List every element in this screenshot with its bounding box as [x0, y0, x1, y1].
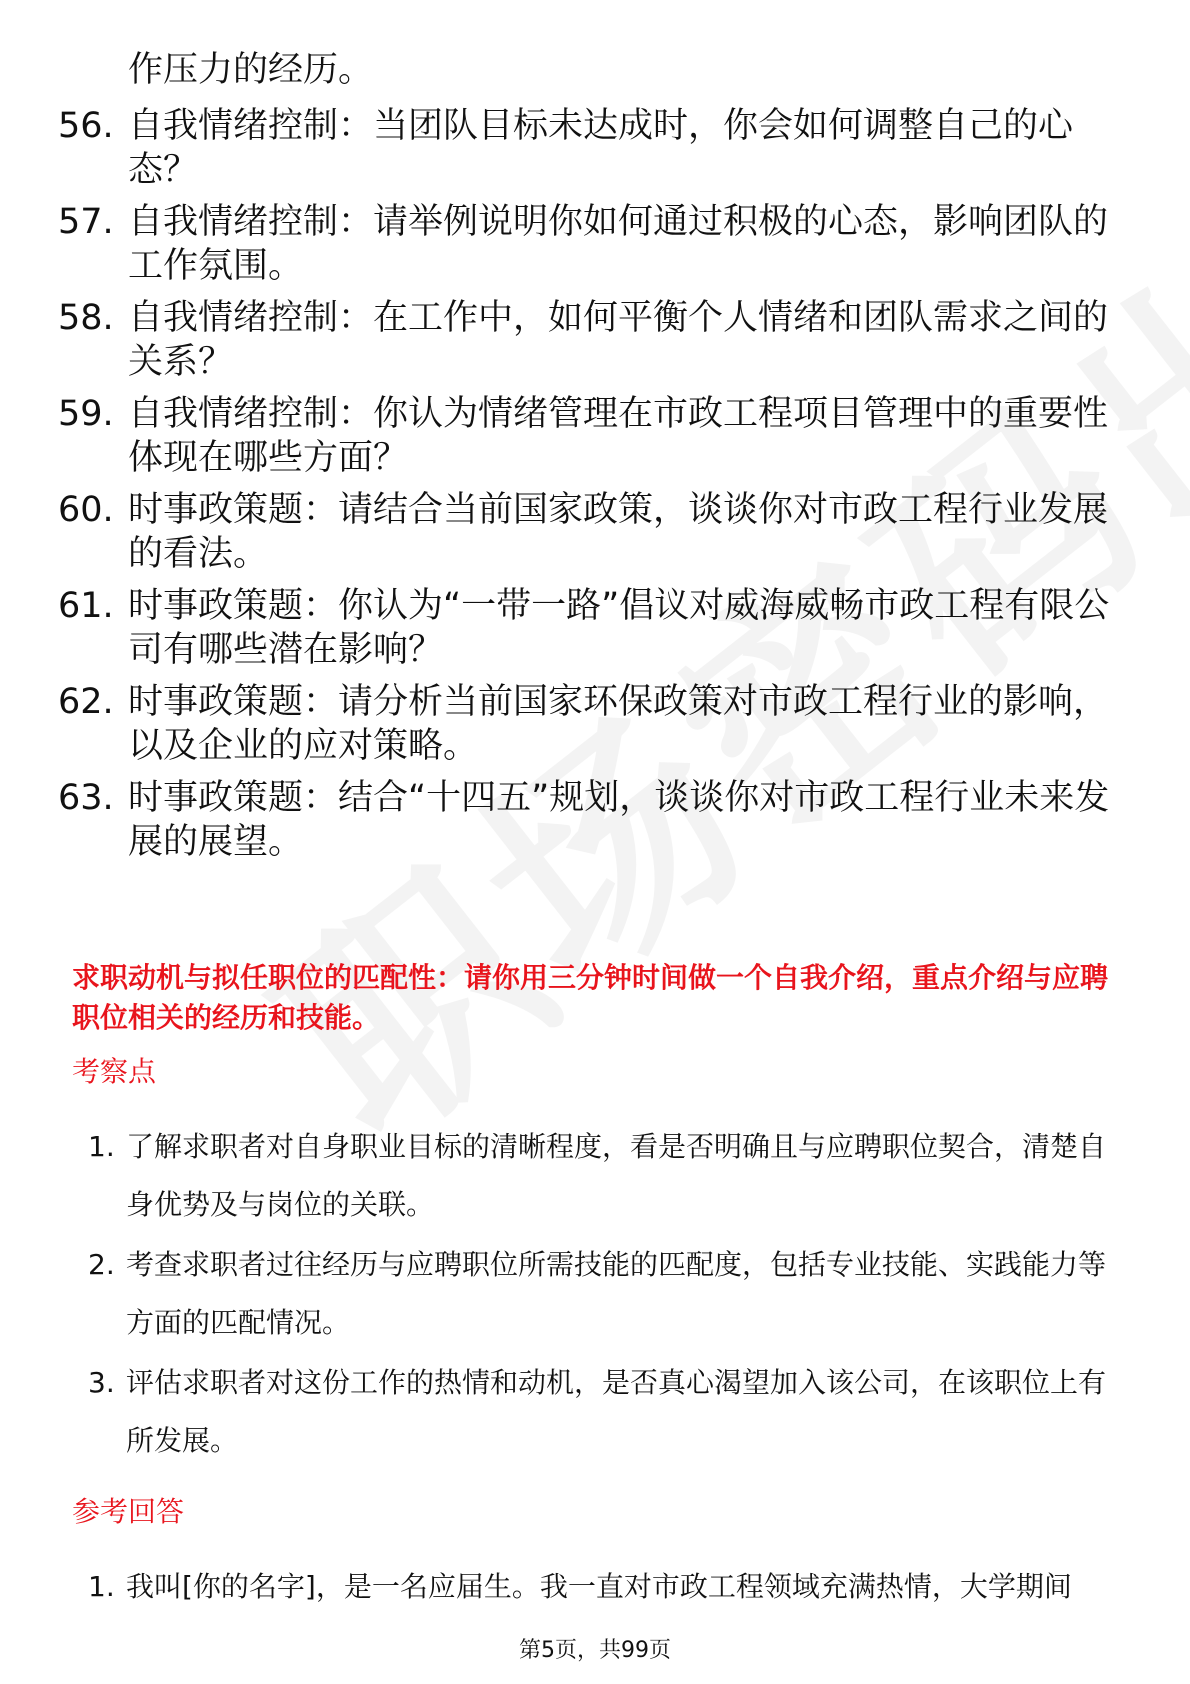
question-text: 自我情绪控制：当团队目标未达成时，你会如何调整自己的心态？	[128, 106, 1074, 190]
question-number: 60.	[58, 490, 114, 530]
question-number: 58.	[58, 298, 114, 338]
question-item	[58, 584, 1118, 672]
question-number: 56.	[58, 106, 114, 146]
list-text: 评估求职者对这份工作的热情和动机，是否真心渴望加入该公司，在该职位上有所发展。	[126, 1366, 1107, 1457]
question-item	[58, 680, 1118, 768]
question-text: 时事政策题：请分析当前国家环保政策对市政工程行业的影响，以及企业的应对策略。	[128, 682, 1109, 766]
reference-heading: 参考回答	[72, 1495, 185, 1528]
question-text: 自我情绪控制：请举例说明你如何通过积极的心态，影响团队的工作氛围。	[128, 202, 1109, 286]
list-number: 1.	[88, 1130, 115, 1163]
list-text: 了解求职者对自身职业目标的清晰程度，看是否明确且与应聘职位契合，清楚自身优势及与岗位的关联。	[126, 1130, 1107, 1221]
question-item	[58, 296, 1118, 384]
question-item	[58, 104, 1118, 192]
question-text: 时事政策题：你认为“一带一路”倡议对威海威畅市政工程有限公司有哪些潜在影响？	[128, 586, 1110, 670]
question-item	[58, 392, 1118, 480]
inspection-heading: 考察点	[72, 1055, 157, 1088]
question-text: 时事政策题：请结合当前国家政策，谈谈你对市政工程行业发展的看法。	[128, 490, 1109, 574]
list-item	[88, 1118, 1128, 1234]
list-text: 我叫[你的名字]，是一名应届生。我一直对市政工程领域充满热情，大学期间	[126, 1570, 1072, 1603]
question-number: 57.	[58, 202, 114, 242]
list-number: 2.	[88, 1248, 115, 1281]
question-item	[58, 200, 1118, 288]
list-number: 3.	[88, 1366, 115, 1399]
question-number: 59.	[58, 394, 114, 434]
question-text: 自我情绪控制：在工作中，如何平衡个人情绪和团队需求之间的关系？	[128, 298, 1109, 382]
list-item	[88, 1236, 1128, 1352]
question-number: 61.	[58, 586, 114, 626]
list-number: 1.	[88, 1570, 115, 1603]
question-number: 63.	[58, 778, 114, 818]
question-item	[58, 776, 1118, 864]
section-title: 求职动机与拟任职位的匹配性：请你用三分钟时间做一个自我介绍，重点介绍与应聘职位相关的经历和技能。	[72, 961, 1109, 1034]
question-text: 自我情绪控制：你认为情绪管理在市政工程项目管理中的重要性体现在哪些方面？	[128, 394, 1109, 478]
continuation-text: 作压力的经历。	[128, 50, 374, 90]
list-text: 考查求职者过往经历与应聘职位所需技能的匹配度，包括专业技能、实践能力等方面的匹配情况。	[126, 1248, 1107, 1339]
list-item	[88, 1558, 1128, 1616]
question-item	[58, 488, 1118, 576]
page-footer: 第5页，共99页	[519, 1638, 671, 1663]
question-number: 62.	[58, 682, 114, 722]
list-item	[88, 1354, 1128, 1470]
question-text: 时事政策题：结合“十四五”规划，谈谈你对市政工程行业未来发展的展望。	[128, 778, 1110, 862]
